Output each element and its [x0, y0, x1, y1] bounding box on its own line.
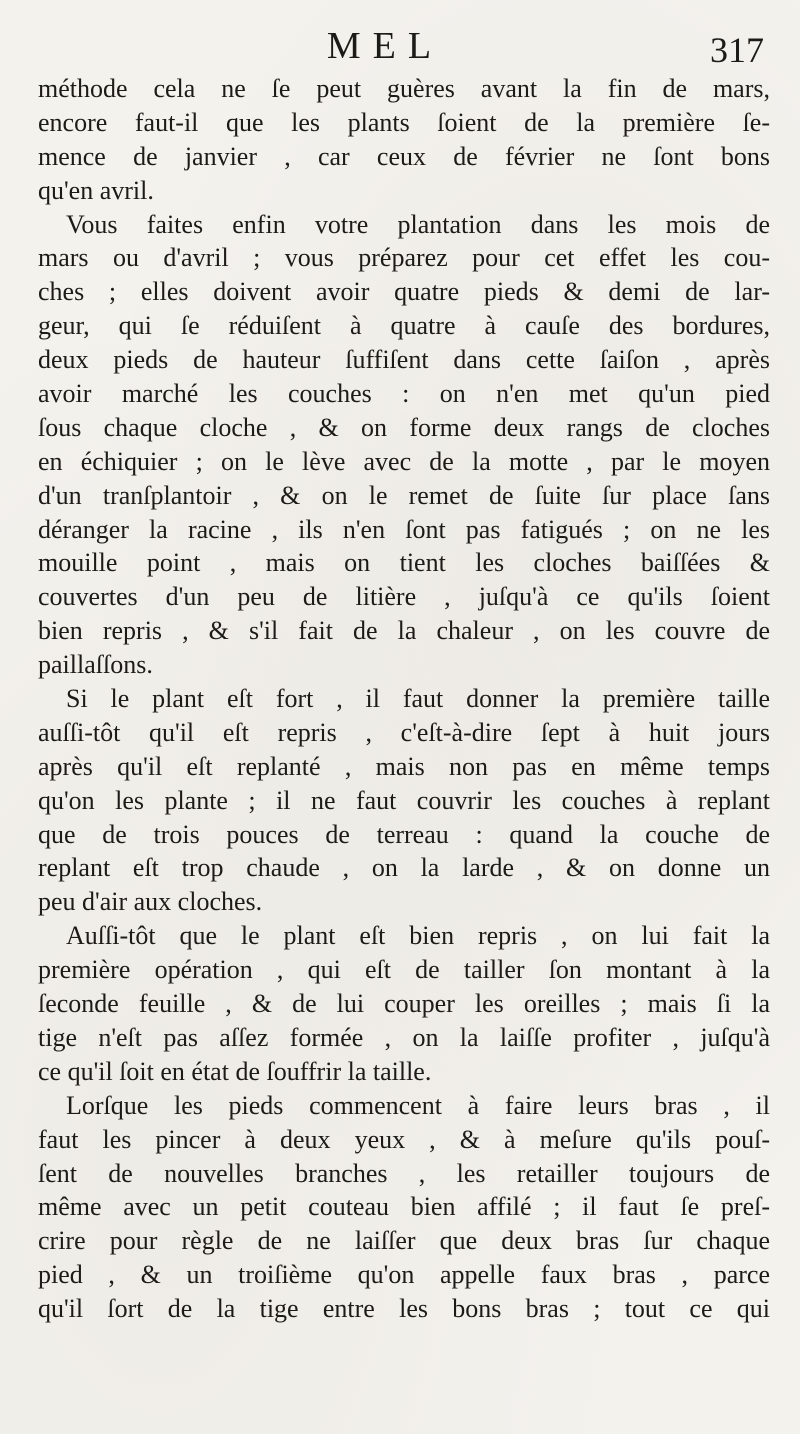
text-line: même avec un petit couteau bien affilé ; il faut ſe preſ-: [38, 1192, 770, 1222]
text-line: crire pour règle de ne laiſſer que deux bras ſur chaque: [38, 1226, 770, 1256]
text-line: d'un tranſplantoir , & on le remet de ſuite ſur place ſans: [38, 480, 770, 510]
text-line: que de trois pouces de terreau : quand la couche de: [38, 819, 770, 849]
text-line: Auſſi-tôt que le plant eſt bien repris , on lui fait la: [66, 921, 770, 951]
text-line: Lorſque les pieds commencent à faire leurs bras , il: [66, 1090, 770, 1120]
text-line: première opération , qui eſt de tailler ſon montant à la: [38, 955, 770, 985]
text-line: auſſi-tôt qu'il eſt repris , c'eſt-à-dire ſept à huit jours: [38, 717, 770, 747]
text-line: peu d'air aux cloches.: [38, 887, 263, 917]
text-line: mars ou d'avril ; vous préparez pour cet effet les cou-: [38, 243, 770, 273]
text-line: méthode cela ne ſe peut guères avant la fin de mars,: [38, 74, 770, 103]
text-line: deux pieds de hauteur ſuffiſent dans cette ſaiſon , après: [38, 345, 770, 375]
page-number: 317: [710, 30, 764, 70]
running-title: MEL: [326, 25, 444, 67]
text-line: déranger la racine , ils n'en ſont pas fatigués ; on ne les: [38, 514, 770, 544]
text-line: replant eſt trop chaude , on la larde , & on donne un: [38, 853, 770, 883]
text-line: ſeconde feuille , & de lui couper les oreilles ; mais ſi la: [38, 989, 770, 1019]
text-line: ches ; elles doivent avoir quatre pieds & demi de lar-: [38, 277, 770, 307]
text-line: qu'il ſort de la tige entre les bons bras ; tout ce qui: [38, 1294, 770, 1324]
running-head: [0, 14, 800, 68]
text-line: avoir marché les couches : on n'en met qu'un pied: [38, 379, 770, 409]
text-line: ſous chaque cloche , & on forme deux rangs de cloches: [38, 412, 770, 442]
text-line: mouille point , mais on tient les cloches baiſſées &: [38, 548, 770, 578]
text-line: après qu'il eſt replanté , mais non pas en même temps: [38, 751, 770, 781]
text-line: bien repris , & s'il fait de la chaleur , on les couvre de: [38, 616, 770, 646]
text-line: faut les pincer à deux yeux , & à meſure qu'ils pouſ-: [38, 1124, 770, 1154]
text-line: qu'on les plante ; il ne faut couvrir les couches à replant: [38, 785, 770, 815]
text-line: tige n'eſt pas aſſez formée , on la laiſſe profiter , juſqu'à: [38, 1022, 770, 1052]
text-line: pied , & un troiſième qu'on appelle faux bras , parce: [38, 1260, 770, 1290]
text-line: ſent de nouvelles branches , les retailler toujours de: [38, 1158, 770, 1188]
text-line: geur, qui ſe réduiſent à quatre à cauſe des bordures,: [38, 311, 770, 341]
text-line: couvertes d'un peu de litière , juſqu'à ce qu'ils ſoient: [38, 582, 770, 612]
text-line: ce qu'il ſoit en état de ſouffrir la taille.: [38, 1056, 432, 1086]
text-line: qu'en avril.: [38, 175, 154, 205]
text-line: Si le plant eſt fort , il faut donner la première taille: [66, 684, 770, 714]
body-text: [38, 72, 770, 1326]
text-line: paillaſſons.: [38, 650, 153, 680]
text-line: mence de janvier , car ceux de février ne ſont bons: [38, 141, 770, 171]
text-line: en échiquier ; on le lève avec de la motte , par le moyen: [38, 446, 770, 476]
text-line: Vous faites enfin votre plantation dans les mois de: [66, 209, 770, 239]
text-line: encore faut-il que les plants ſoient de la première ſe-: [38, 107, 770, 137]
